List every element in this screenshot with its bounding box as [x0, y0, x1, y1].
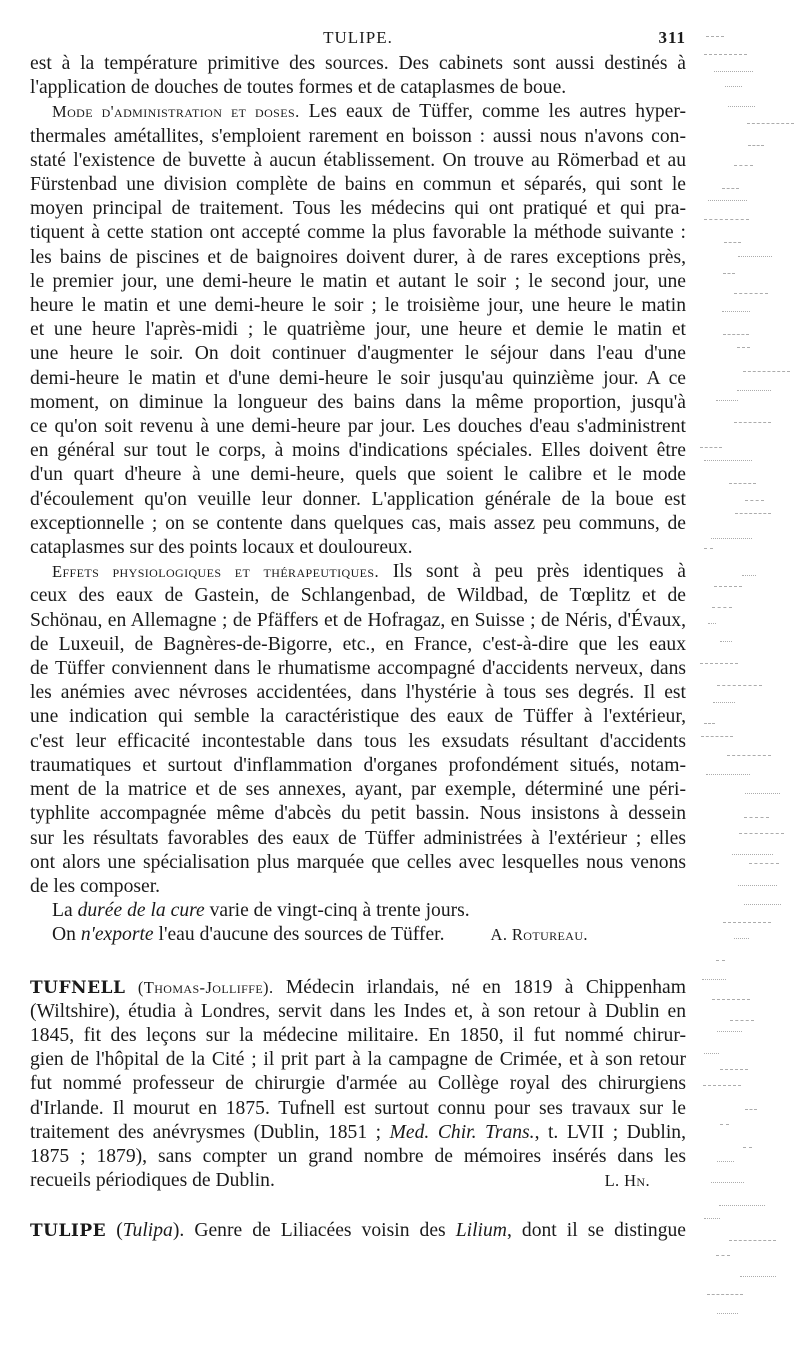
text-line: cataplasmes sur des points locaux et douloureux.: [30, 537, 413, 559]
margin-mark: [745, 500, 764, 502]
text-line: fut nommé professeur de chirurgie d'armée au Collège royal des chirurgiens: [30, 1073, 686, 1095]
headword-tulipe: TULIPE: [30, 1221, 107, 1242]
margin-mark: [722, 311, 750, 313]
text-line: ont alors une spécialisation plus marquée que celles avec lesquelles nous venons: [30, 851, 686, 873]
margin-mark: [714, 71, 753, 73]
margin-mark: [727, 755, 771, 757]
effets-paragraph: [30, 560, 686, 899]
text-line: de les composer.: [30, 875, 161, 897]
margin-mark: [744, 904, 781, 906]
margin-mark: [728, 106, 755, 108]
margin-mark: [720, 1069, 748, 1071]
text-line: et une heure l'après-midi ; le quatrième jour, une heure et demie le matin et: [30, 319, 686, 341]
margin-mark: [725, 86, 742, 88]
margin-mark: [717, 1031, 742, 1033]
text-line: les anémies avec névroses accidentées, dans l'hystérie à tous ses degrés. Il est: [30, 682, 686, 704]
text-line: heure le matin et une demi-heure le soir ; le troisième jour, une heure le matin: [30, 295, 686, 317]
text-line: les bains de piscines et de baignoires doivent durer, à de rares exceptions près,: [30, 246, 686, 268]
margin-mark: [723, 922, 771, 924]
text-span: l'eau d'aucune des sources de Tüffer.: [153, 924, 445, 946]
text-span: , dont il se distingue: [506, 1220, 686, 1242]
headword-tufnell: TUFNELL: [30, 977, 126, 998]
margin-mark: [716, 1255, 730, 1257]
margin-mark: [704, 219, 749, 221]
text-line: gien de l'hôpital de la Cité ; il prit part à la campagne de Crimée, et à son retour: [30, 1049, 686, 1071]
margin-mark: [708, 200, 747, 202]
margin-mark: [711, 538, 752, 540]
text-line: une heure le soir. On doit continuer d'augmenter le séjour dans l'eau d'une: [30, 343, 686, 365]
margin-mark: [730, 1020, 754, 1022]
text-line: 1845, fit des leçons sur la médecine militaire. En 1850, il fut nommé chirur-: [30, 1024, 686, 1046]
header-title: TULIPE.: [323, 28, 393, 47]
text-line: sur les résultats favorables des eaux de Tüffer administrées à l'extérieur ; elles: [30, 827, 686, 849]
text-line: (Wiltshire), étudia à Londres, servit dans les Indes et, à son retour à Dublin en: [30, 1000, 686, 1022]
text-line: tiquent à cette station ont accepté comme la plus favorable la méthode suivante :: [30, 222, 686, 244]
margin-mark: [704, 54, 747, 56]
text-line: le premier jour, une demi-heure le matin et autant le soir ; le second jour, une: [30, 270, 686, 292]
text-line: d'écoulement qu'on veuille leur donner. L'application générale de la boue est: [30, 488, 686, 510]
section-heading-mode: Mode d'administration et doses.: [52, 102, 300, 122]
margin-mark: [729, 483, 756, 485]
margin-mark: [720, 1124, 729, 1126]
margin-mark: [704, 723, 715, 725]
margin-mark: [720, 641, 732, 643]
export-line: [30, 923, 686, 947]
entry-tufnell: [30, 976, 686, 1194]
text-line: [30, 100, 686, 124]
text-span: traitement des anévrysmes (Dublin, 1851 ;: [30, 1121, 390, 1143]
margin-mark: [713, 702, 735, 704]
margin-mark: [743, 371, 790, 373]
text-line: de Luxeuil, de Bagnères-de-Bigorre, etc., en France, c'est-à-dire que les eaux: [30, 633, 686, 655]
margin-mark: [734, 293, 768, 295]
text-line: ceux des eaux de Gastein, de Schlangenbad, de Wildbad, de Tœplitz et de: [30, 585, 686, 607]
margin-mark: [722, 188, 739, 190]
margin-mark: [706, 36, 724, 38]
margin-mark: [738, 256, 772, 258]
text-line: TULIPE (Tulipa). Genre de Liliacées voisin des Lilium, dont il se distingue: [30, 1220, 686, 1242]
margin-mark: [742, 575, 756, 577]
text-line: moyen principal de traitement. Tous les médecins qui ont pratiqué et qui pra-: [30, 198, 686, 220]
margin-mark: [734, 422, 771, 424]
margin-mark: [711, 1182, 744, 1184]
margin-mark: [734, 938, 749, 940]
text-span: On: [52, 924, 81, 946]
text-line: Schönau, en Allemagne ; de Pfäffers et de Hofragaz, en Suisse ; de Néris, d'Évaux,: [30, 609, 686, 631]
text-span: Les eaux de Tüffer, comme les autres hyper-: [308, 101, 686, 123]
margin-mark: [717, 1161, 734, 1163]
text-line: l'application de douches de toutes formes et de cataplasmes de boue.: [30, 77, 567, 99]
margin-mark: [724, 242, 741, 244]
text-line: Fürstenbad une division complète de bains en commun et séparés, qui sont le: [30, 174, 686, 196]
text-line: ce qu'on soit revenu à une demi-heure par jour. Les douches d'eau s'administrent: [30, 416, 686, 438]
text-span: Médecin irlandais, né en 1819 à Chippenham: [285, 976, 686, 998]
italic-term: Med. Chir. Trans.: [389, 1121, 535, 1143]
text-line: [30, 976, 686, 1000]
margin-mark: [735, 513, 771, 515]
text-span: recueils périodiques de Dublin.: [30, 1170, 275, 1192]
margin-mark: [717, 685, 762, 687]
text-line: d'un quart d'heure à une demi-heure, quels que soient le calibre et le mode: [30, 464, 686, 486]
margin-mark: [704, 1053, 719, 1055]
margin-mark: [732, 854, 773, 856]
margin-mark: [729, 1240, 776, 1242]
italic-term: Lilium: [455, 1220, 507, 1242]
margin-mark: [738, 885, 777, 887]
duree-line: [30, 899, 686, 923]
text-line: de Tüffer conviennent dans le rhumatisme accompagné d'accidents nerveux, dans: [30, 658, 686, 680]
text-line: c'est leur efficacité incontestable dans tous les exsudats résultant d'accidents: [30, 730, 686, 752]
text-line: d'Irlande. Il mourut en 1875. Tufnell est surtout connu pour ses travaux sur le: [30, 1097, 686, 1119]
text-line: thermales amétallites, s'emploient rarement en boisson : aussi nous n'avons con-: [30, 125, 686, 147]
text-line: en général sur tout le corps, à moins d'indications spéciales. Elles doivent être: [30, 440, 686, 462]
text-line: traumatiques et surtout d'inflammation d'organes profondément situés, notam-: [30, 754, 686, 776]
section-heading-effets: Effets physiologiques et thérapeutiques.: [52, 562, 379, 582]
margin-mark: [700, 663, 738, 665]
intro-paragraph: [30, 52, 686, 100]
text-line: exceptionnelle ; on se contente dans quelques cas, mais assez peu communs, de: [30, 512, 686, 534]
text-line: moment, on diminue la longueur des bains dans la même proportion, jusqu'à: [30, 391, 686, 413]
text-line: [30, 1121, 686, 1145]
text-line: est à la température primitive des sources. Des cabinets sont aussi destinés à: [30, 53, 686, 74]
text-line: demi-heure le matin et d'une demi-heure le soir jusqu'au quinzième jour. A ce: [30, 367, 686, 389]
margin-mark: [745, 1109, 757, 1111]
margin-mark: [737, 390, 771, 392]
text-span: . Genre de Liliacées voisin des: [179, 1220, 456, 1242]
margin-mark: [743, 1147, 752, 1149]
signature-rotureau: A. Rotureau.: [490, 925, 588, 945]
scan-margin-artifacts: [700, 30, 800, 1350]
entry-tulipe: [30, 1219, 686, 1243]
margin-mark: [749, 863, 779, 865]
margin-mark: [716, 960, 725, 962]
italic-term: n'exporte: [80, 924, 154, 946]
text-line: [30, 1169, 686, 1193]
text-span: varie de vingt-cinq à trente jours.: [204, 900, 470, 922]
text-line: ment de la matrice et de ses annexes, ayant, par exemple, déterminé une péri-: [30, 779, 686, 801]
margin-mark: [745, 793, 780, 795]
margin-mark: [704, 548, 713, 550]
margin-mark: [712, 999, 750, 1001]
margin-mark: [723, 273, 735, 275]
margin-mark: [701, 736, 733, 738]
margin-mark: [737, 347, 750, 349]
margin-mark: [706, 774, 750, 776]
margin-mark: [700, 447, 722, 449]
text-span: Ils sont à peu près identiques à: [392, 561, 686, 583]
margin-mark: [734, 165, 753, 167]
text-span: La: [52, 900, 78, 922]
text-span: , t. LVII ; Dublin,: [534, 1121, 687, 1143]
margin-mark: [716, 400, 738, 402]
text-line: typhlite accompagnée même d'abcès du petit bassin. Nous insistons à dessein: [30, 803, 686, 825]
margin-mark: [707, 1294, 743, 1296]
person-name: (Thomas-Jolliffe).: [137, 977, 274, 997]
margin-mark: [739, 833, 784, 835]
mode-paragraph: [30, 100, 686, 560]
text-line: staté l'existence de buvette à aucun établissement. On trouve au Römerbad et au: [30, 149, 686, 171]
margin-mark: [723, 334, 749, 336]
margin-mark: [703, 1085, 741, 1087]
running-header: [30, 26, 686, 52]
margin-mark: [748, 145, 764, 147]
page-content: [30, 26, 686, 1244]
italic-term: durée de la cure: [77, 900, 205, 922]
text-line: une indication qui semble la caractéristique des eaux de Tüffer à l'extérieur,: [30, 706, 686, 728]
text-line: [30, 560, 686, 584]
margin-mark: [747, 123, 794, 125]
margin-mark: [740, 1276, 776, 1278]
margin-mark: [708, 623, 716, 625]
signature-hahn: L. Hn.: [604, 1171, 650, 1191]
text-line: 1875 ; 1879), sans compter un grand nombre de mémoires insérés dans les: [30, 1145, 686, 1167]
margin-mark: [704, 460, 752, 462]
margin-mark: [719, 1205, 765, 1207]
margin-mark: [712, 607, 732, 609]
latin-name: Tulipa: [122, 1220, 173, 1242]
page-number: 311: [658, 28, 686, 47]
margin-mark: [717, 1313, 738, 1315]
margin-mark: [702, 979, 726, 981]
margin-mark: [714, 586, 742, 588]
margin-mark: [704, 1218, 720, 1220]
margin-mark: [744, 817, 769, 819]
